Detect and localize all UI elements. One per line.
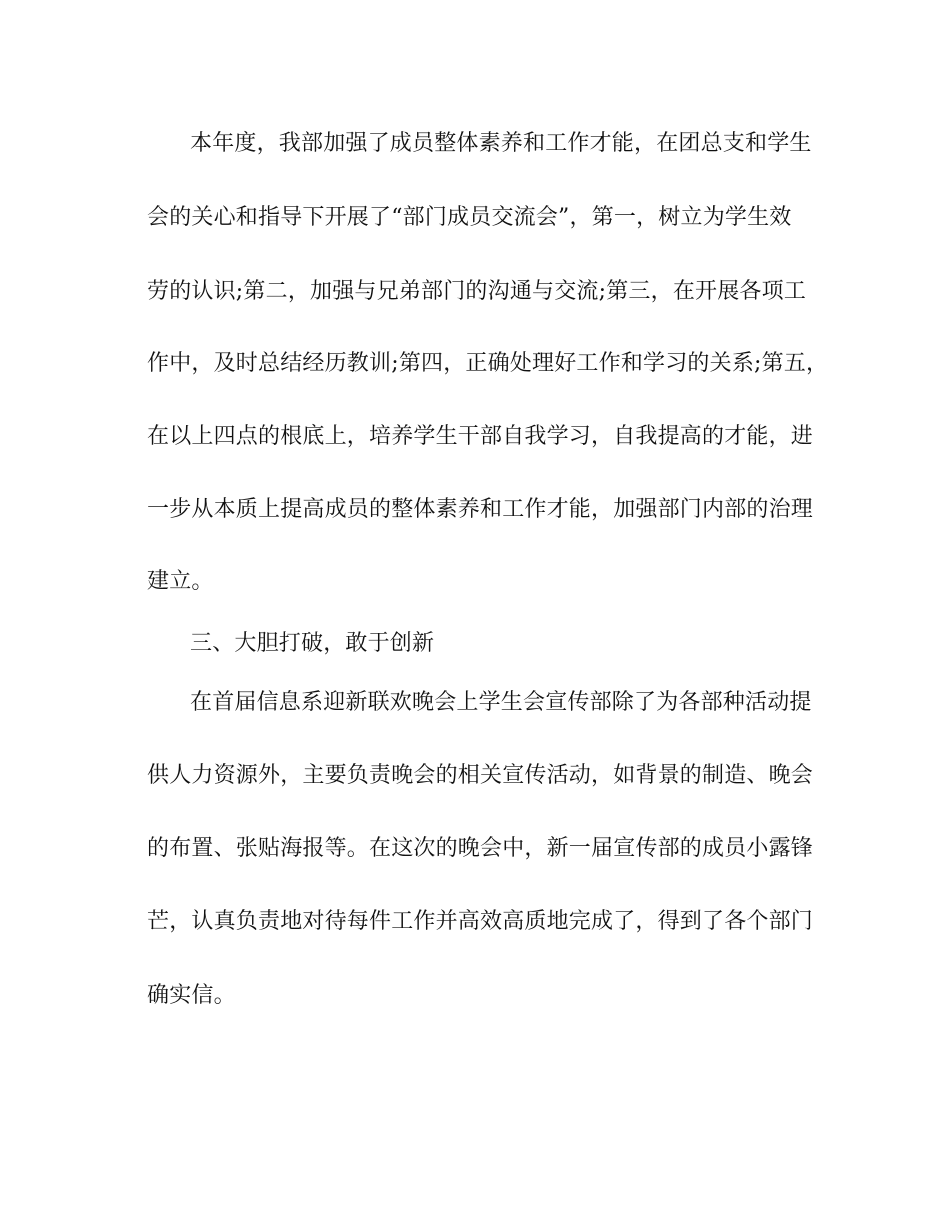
paragraph-1-line-6: 一步从本质上提高成员的整体素养和工作才能，加强部门内部的治理 (147, 497, 814, 522)
paragraph-2-line-1: 在首届信息系迎新联欢晚会上学生会宣传部除了为各部种活动提 (190, 690, 812, 715)
paragraph-1-line-4: 作中，及时总结经历教训;第四，正确处理好工作和学习的关系;第五， (147, 351, 829, 376)
paragraph-1-line-2: 会的关心和指导下开展了“部门成员交流会”，第一，树立为学生效 (147, 205, 792, 230)
paragraph-1-line-7: 建立。 (147, 569, 214, 594)
paragraph-1-line-3: 劳的认识;第二，加强与兄弟部门的沟通与交流;第三，在开展各项工 (147, 279, 807, 304)
paragraph-2-line-2: 供人力资源外，主要负责晚会的相关宣传活动，如背景的制造、晚会 (147, 763, 814, 788)
paragraph-2-line-3: 的布置、张贴海报等。在这次的晚会中，新一届宣传部的成员小露锋 (147, 836, 814, 861)
paragraph-1-line-5: 在以上四点的根底上，培养学生干部自我学习，自我提高的才能，进 (147, 424, 814, 449)
paragraph-2-line-4: 芒，认真负责地对待每件工作并高效高质地完成了，得到了各个部门 (147, 909, 814, 934)
section-heading-3: 三、大胆打破，敢于创新 (190, 631, 435, 656)
paragraph-2-line-5: 确实信。 (147, 983, 236, 1008)
paragraph-1-line-1: 本年度，我部加强了成员整体素养和工作才能，在团总支和学生 (190, 131, 812, 156)
